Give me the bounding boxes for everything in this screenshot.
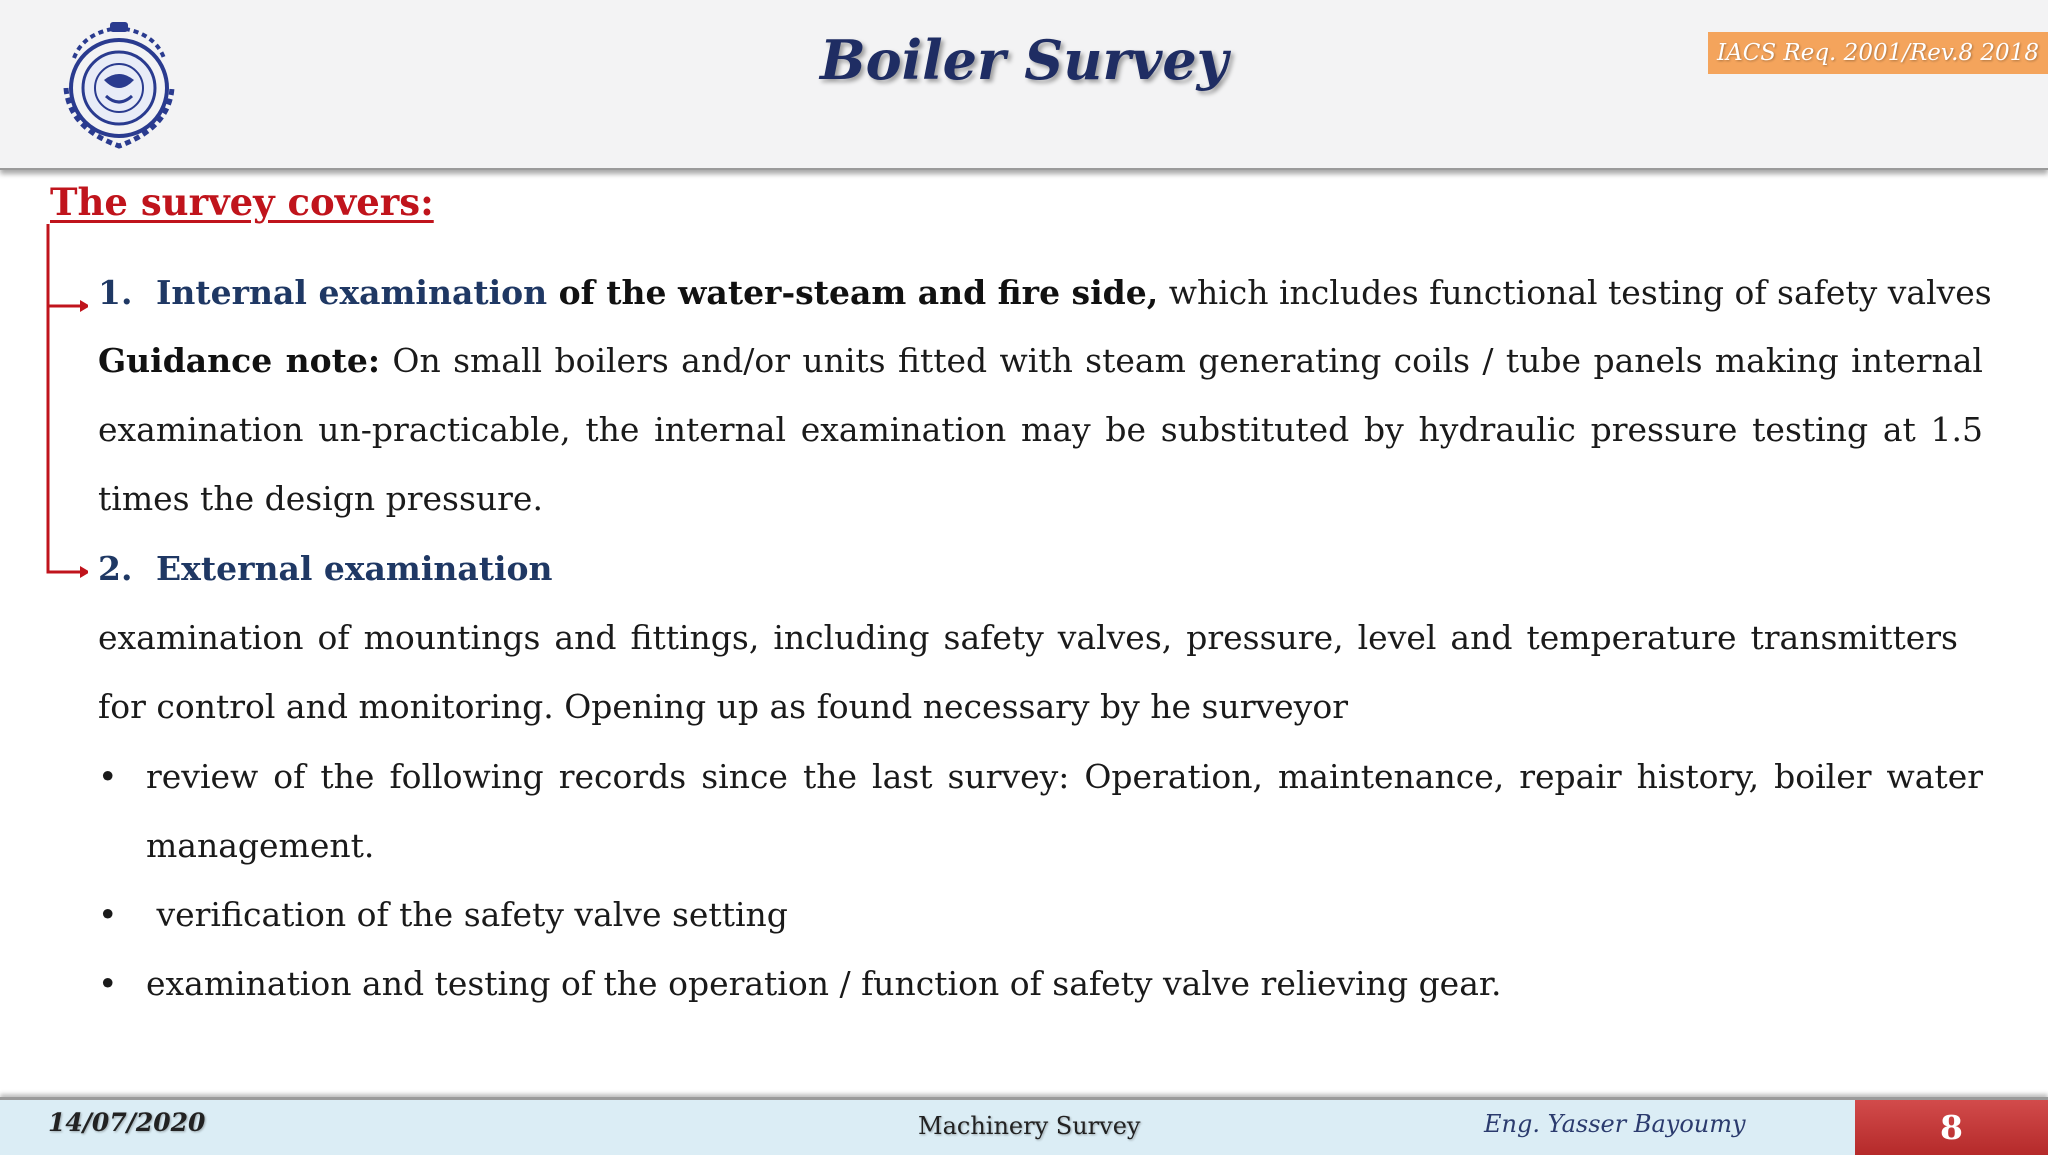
footer-author: Eng. Yasser Bayoumy xyxy=(1484,1110,1746,1138)
bullet-text: verification of the safety valve setting xyxy=(146,895,788,934)
footer-date: 14/07/2020 xyxy=(48,1108,206,1137)
guidance-note xyxy=(98,326,1983,533)
guidance-text: On small boilers and/or units fitted with steam generating coils / tube panels making internal examination un-practicable, the internal examination may be substituted by hydraulic pressure testing at 1.5 times the design pressure. xyxy=(98,341,1983,518)
bullet-dot: • xyxy=(98,964,118,1003)
item-internal-examination xyxy=(98,258,1992,327)
item-description: which includes functional testing of safety valves xyxy=(1158,273,1992,312)
bullet-text: review of the following records since the last survey: Operation, maintenance, repair history, boiler water management. xyxy=(146,757,1983,865)
section-heading: The survey covers: xyxy=(50,180,434,224)
slide-header xyxy=(0,0,2048,170)
item-title-suffix: of the water-steam and fire side, xyxy=(547,273,1159,312)
bullet-dot: • xyxy=(98,895,118,934)
slide-title: Boiler Survey xyxy=(819,28,1229,92)
item-title: Internal examination xyxy=(156,273,548,312)
bullet-dot: • xyxy=(98,757,118,796)
item-external-examination xyxy=(98,534,553,603)
external-examination-text: examination of mountings and fittings, including safety valves, pressure, level and temperature transmitters for control and monitoring. Opening up as found necessary by he surveyor xyxy=(98,618,1958,726)
bullet-text: examination and testing of the operation / function of safety valve relieving gear. xyxy=(146,964,1502,1003)
item-number: 1. xyxy=(98,273,133,312)
item-title: External examination xyxy=(156,549,553,588)
regulation-badge: IACS Req. 2001/Rev.8 2018 xyxy=(1708,32,2048,74)
item-number: 2. xyxy=(98,549,133,588)
footer-course-title: Machinery Survey xyxy=(918,1112,1141,1140)
guidance-label: Guidance note: xyxy=(98,341,381,380)
bracket-arrow-icon xyxy=(38,222,88,582)
slide-footer xyxy=(0,1097,2048,1155)
page-number: 8 xyxy=(1855,1100,2048,1155)
